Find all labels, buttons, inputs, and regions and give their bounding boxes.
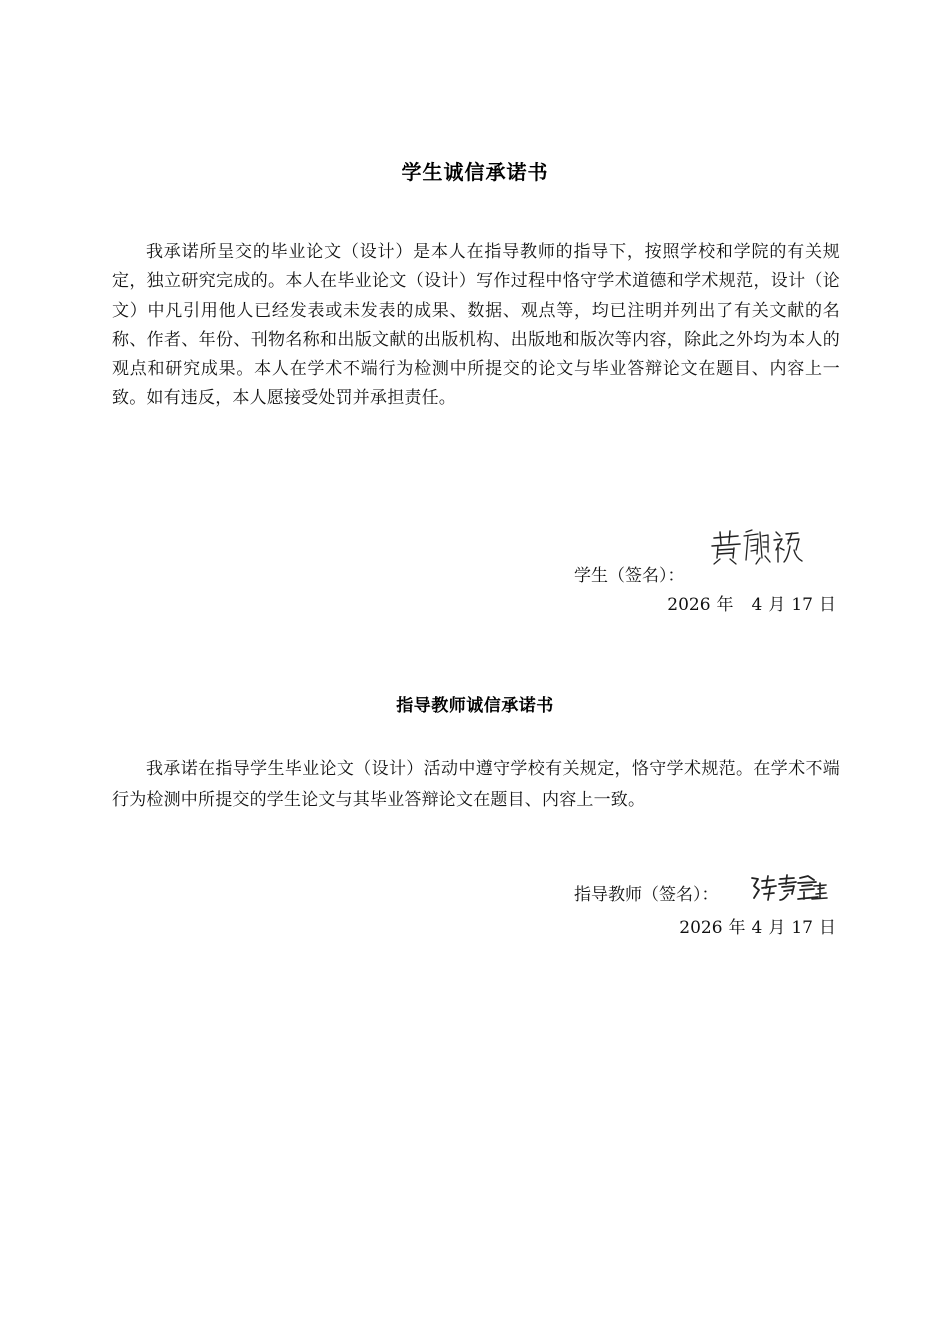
teacher-pledge-paragraph: 我承诺在指导学生毕业论文（设计）活动中遵守学校有关规定，恪守学术规范。在学术不端行为检测中所提交的学生论文与其毕业答辩论文在题目、内容上一致。 bbox=[112, 759, 840, 810]
teacher-date-year: 2026 bbox=[679, 918, 723, 938]
student-date-day: 17 bbox=[791, 595, 813, 615]
teacher-date-day-unit: 日 bbox=[819, 918, 836, 938]
student-pledge-paragraph: 我承诺所呈交的毕业论文（设计）是本人在指导教师的指导下，按照学校和学院的有关规定，独立研究完成的。本人在毕业论文（设计）写作过程中恪守学术道德和学术规范，设计（论文）中凡引用他人已经发表或未发表的成果、数据、观点等，均已注明并列出了有关文献的名称、作者、年份、刊物名称和出版文献的出版机构、出版地和版次等内容，除此之外均为本人的观点和研究成果。本人在学术不端行为检测中所提交的论文与毕业答辩论文在题目、内容上一致。如有违反，本人愿接受处罚并承担责任。 bbox=[112, 242, 840, 409]
student-signature-date bbox=[667, 590, 836, 615]
student-date-day-unit: 日 bbox=[819, 595, 836, 615]
teacher-signature-date bbox=[679, 913, 836, 938]
student-date-year: 2026 bbox=[667, 595, 711, 615]
student-date-month-unit: 月 bbox=[768, 595, 786, 615]
teacher-date-month-unit: 月 bbox=[768, 918, 786, 938]
student-handwritten-signature bbox=[708, 524, 804, 566]
teacher-date-year-unit: 年 bbox=[728, 918, 746, 938]
teacher-date-day: 17 bbox=[791, 918, 813, 938]
student-signature-label: 学生（签名）： bbox=[574, 566, 685, 586]
teacher-signature-label: 指导教师（签名）： bbox=[574, 885, 719, 905]
teacher-date-month: 4 bbox=[751, 918, 763, 938]
student-pledge-title: 学生诚信承诺书 bbox=[401, 160, 549, 184]
student-date-month: 4 bbox=[751, 595, 763, 615]
teacher-pledge-title: 指导教师诚信承诺书 bbox=[396, 696, 554, 716]
teacher-handwritten-signature bbox=[748, 874, 828, 902]
student-date-year-unit: 年 bbox=[716, 595, 734, 615]
